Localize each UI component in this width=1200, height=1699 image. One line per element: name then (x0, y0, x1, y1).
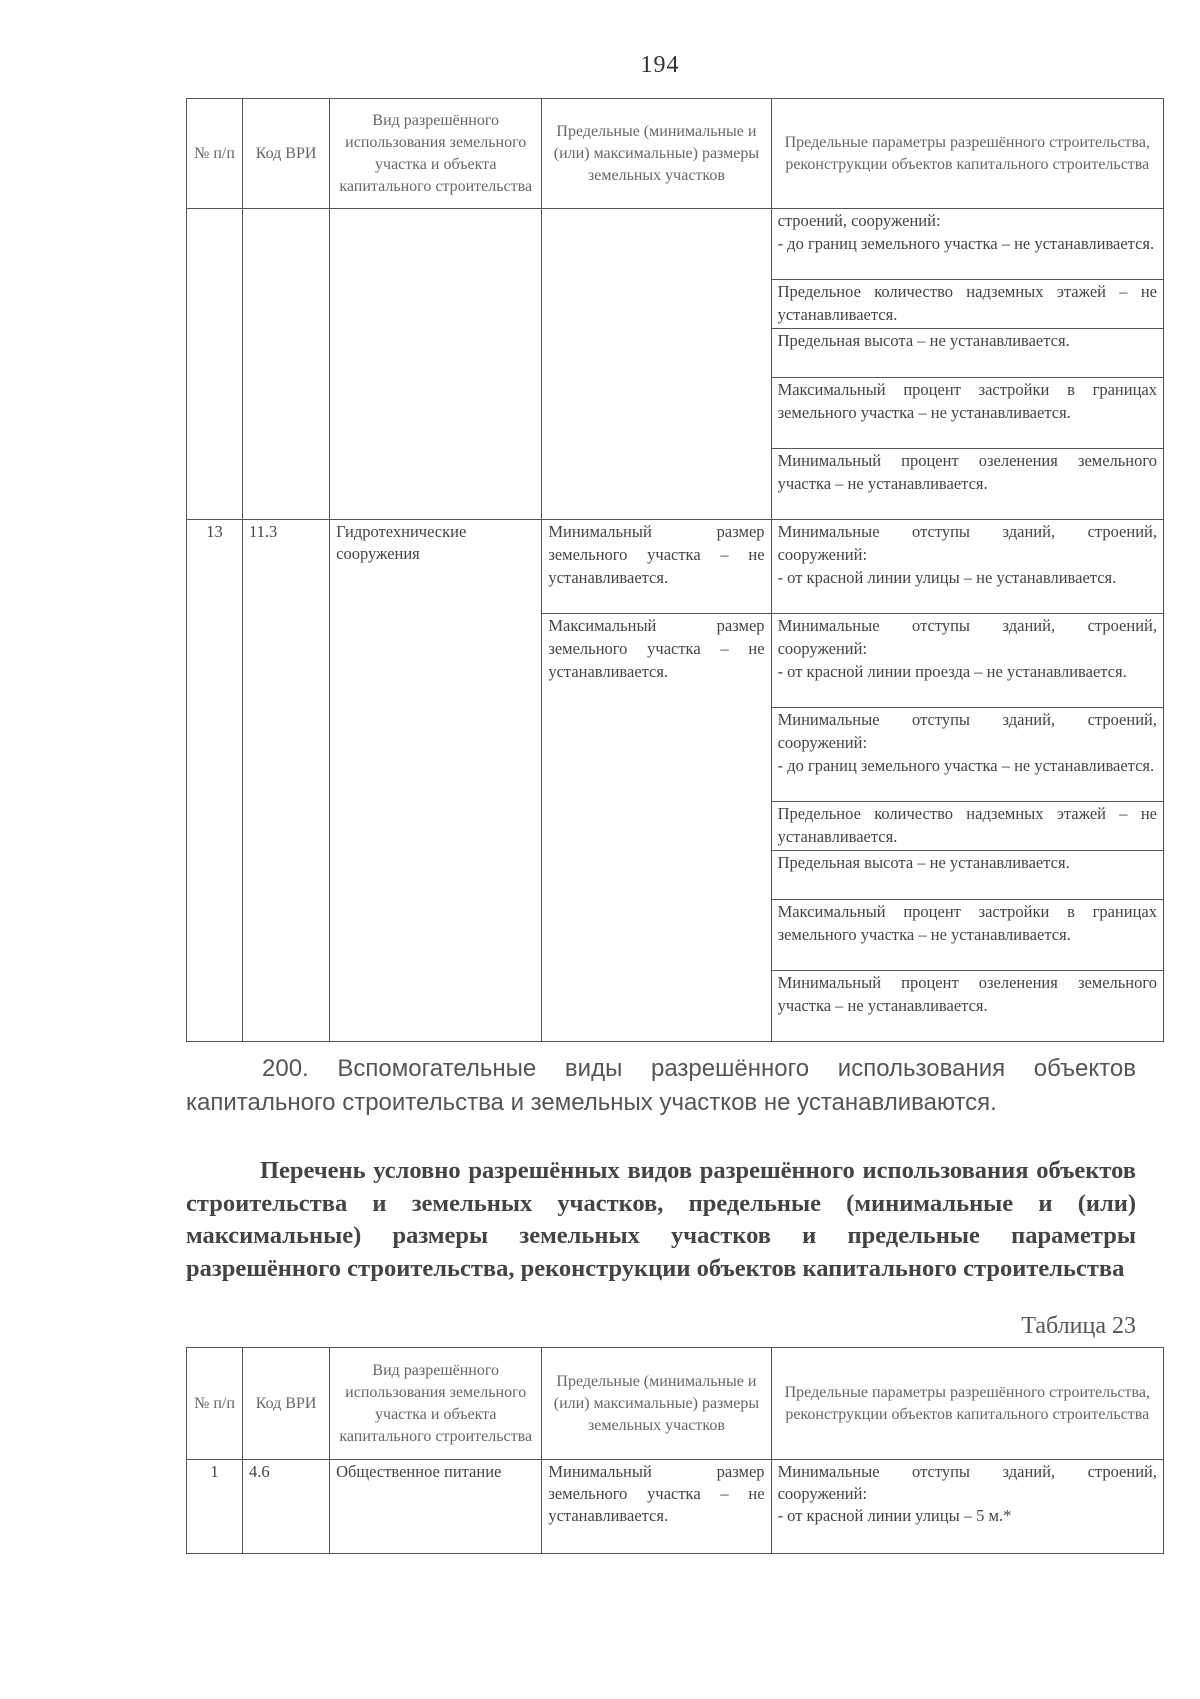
min-size: Минимальный размер земельного участка – не устанавливается. (542, 520, 770, 614)
table-23 (186, 1347, 1164, 1554)
table-row-continuation (187, 209, 1164, 520)
header-num: № п/п (187, 1348, 243, 1460)
table-header-row (187, 99, 1164, 209)
param-item: Предельная высота – не устанавливается. (772, 329, 1163, 378)
row-kind: Общественное питание (330, 1460, 542, 1554)
table-header-row (187, 1348, 1164, 1460)
header-num: № п/п (187, 99, 243, 209)
row-num: 1 (187, 1460, 243, 1554)
param-item: Максимальный процент застройки в границах земельного участка – не устанавливается. (772, 900, 1163, 971)
param-item: Минимальные отступы зданий, строений, сооружений: - от красной линии улицы – не устанавливается. (772, 520, 1163, 614)
table-label: Таблица 23 (1021, 1313, 1136, 1339)
header-kind: Вид разрешённого использования земельного участка и объекта капитального строительства (330, 1348, 542, 1460)
param-item: Минимальный процент озеленения земельного участка – не устанавливается. (777, 973, 1157, 1015)
row-code: 4.6 (243, 1460, 330, 1554)
param-item: Предельное количество надземных этажей – не устанавливается. (772, 280, 1163, 329)
param-item: Минимальные отступы зданий, строений, сооружений: - до границ земельного участка – не устанавливается. (772, 708, 1163, 802)
header-sizes: Предельные (минимальные и (или) максимальные) размеры земельных участков (542, 1348, 771, 1460)
header-sizes: Предельные (минимальные и (или) максимальные) размеры земельных участков (542, 99, 771, 209)
param-item: Минимальные отступы зданий, строений, сооружений: - от красной линии улицы – 5 м.* (771, 1460, 1163, 1554)
table-row-1 (187, 1460, 1164, 1554)
page-number: 194 (640, 52, 680, 78)
max-size: Максимальный размер земельного участка – не устанавливается. (548, 616, 765, 681)
param-item: Максимальный процент застройки в границах земельного участка – не устанавливается. (772, 378, 1163, 449)
paragraph-200: 200. Вспомогательные виды разрешённого использования объектов капитального строительства и земельных участков не устанавливаются. (186, 1055, 1136, 1116)
params-cell (771, 209, 1163, 520)
param-item: Предельная высота – не устанавливается. (772, 851, 1163, 900)
row-num: 13 (187, 520, 243, 1042)
param-item: строений, сооружений: - до границ земельного участка – не устанавливается. (772, 209, 1163, 280)
table-row-13 (187, 520, 1164, 1042)
section-heading: Перечень условно разрешённых видов разрешённого использования объектов строительства и земельных участков, предельные (минимальные и (или) максимальные) размеры земельных участков и предельные параметры разрешённого строительства, реконструкции объектов капитального строительства (186, 1157, 1136, 1282)
param-item: Минимальные отступы зданий, строений, сооружений: - от красной линии проезда – не устанавливается. (772, 614, 1163, 708)
header-params: Предельные параметры разрешённого строительства, реконструкции объектов капитального строительства (771, 99, 1163, 209)
params-cell (771, 520, 1163, 1042)
param-item: Предельное количество надземных этажей – не устанавливается. (772, 802, 1163, 851)
header-code: Код ВРИ (243, 99, 330, 209)
row-kind: Гидротехнические сооружения (330, 520, 542, 1042)
table-continued (186, 98, 1164, 1042)
header-kind: Вид разрешённого использования земельного участка и объекта капитального строительства (330, 99, 542, 209)
row-sizes (542, 520, 771, 1042)
param-item: Минимальный процент озеленения земельного участка – не устанавливается. (777, 451, 1157, 493)
header-params: Предельные параметры разрешённого строительства, реконструкции объектов капитального строительства (771, 1348, 1163, 1460)
header-code: Код ВРИ (243, 1348, 330, 1460)
min-size: Минимальный размер земельного участка – не устанавливается. (542, 1460, 771, 1554)
row-code: 11.3 (243, 520, 330, 1042)
